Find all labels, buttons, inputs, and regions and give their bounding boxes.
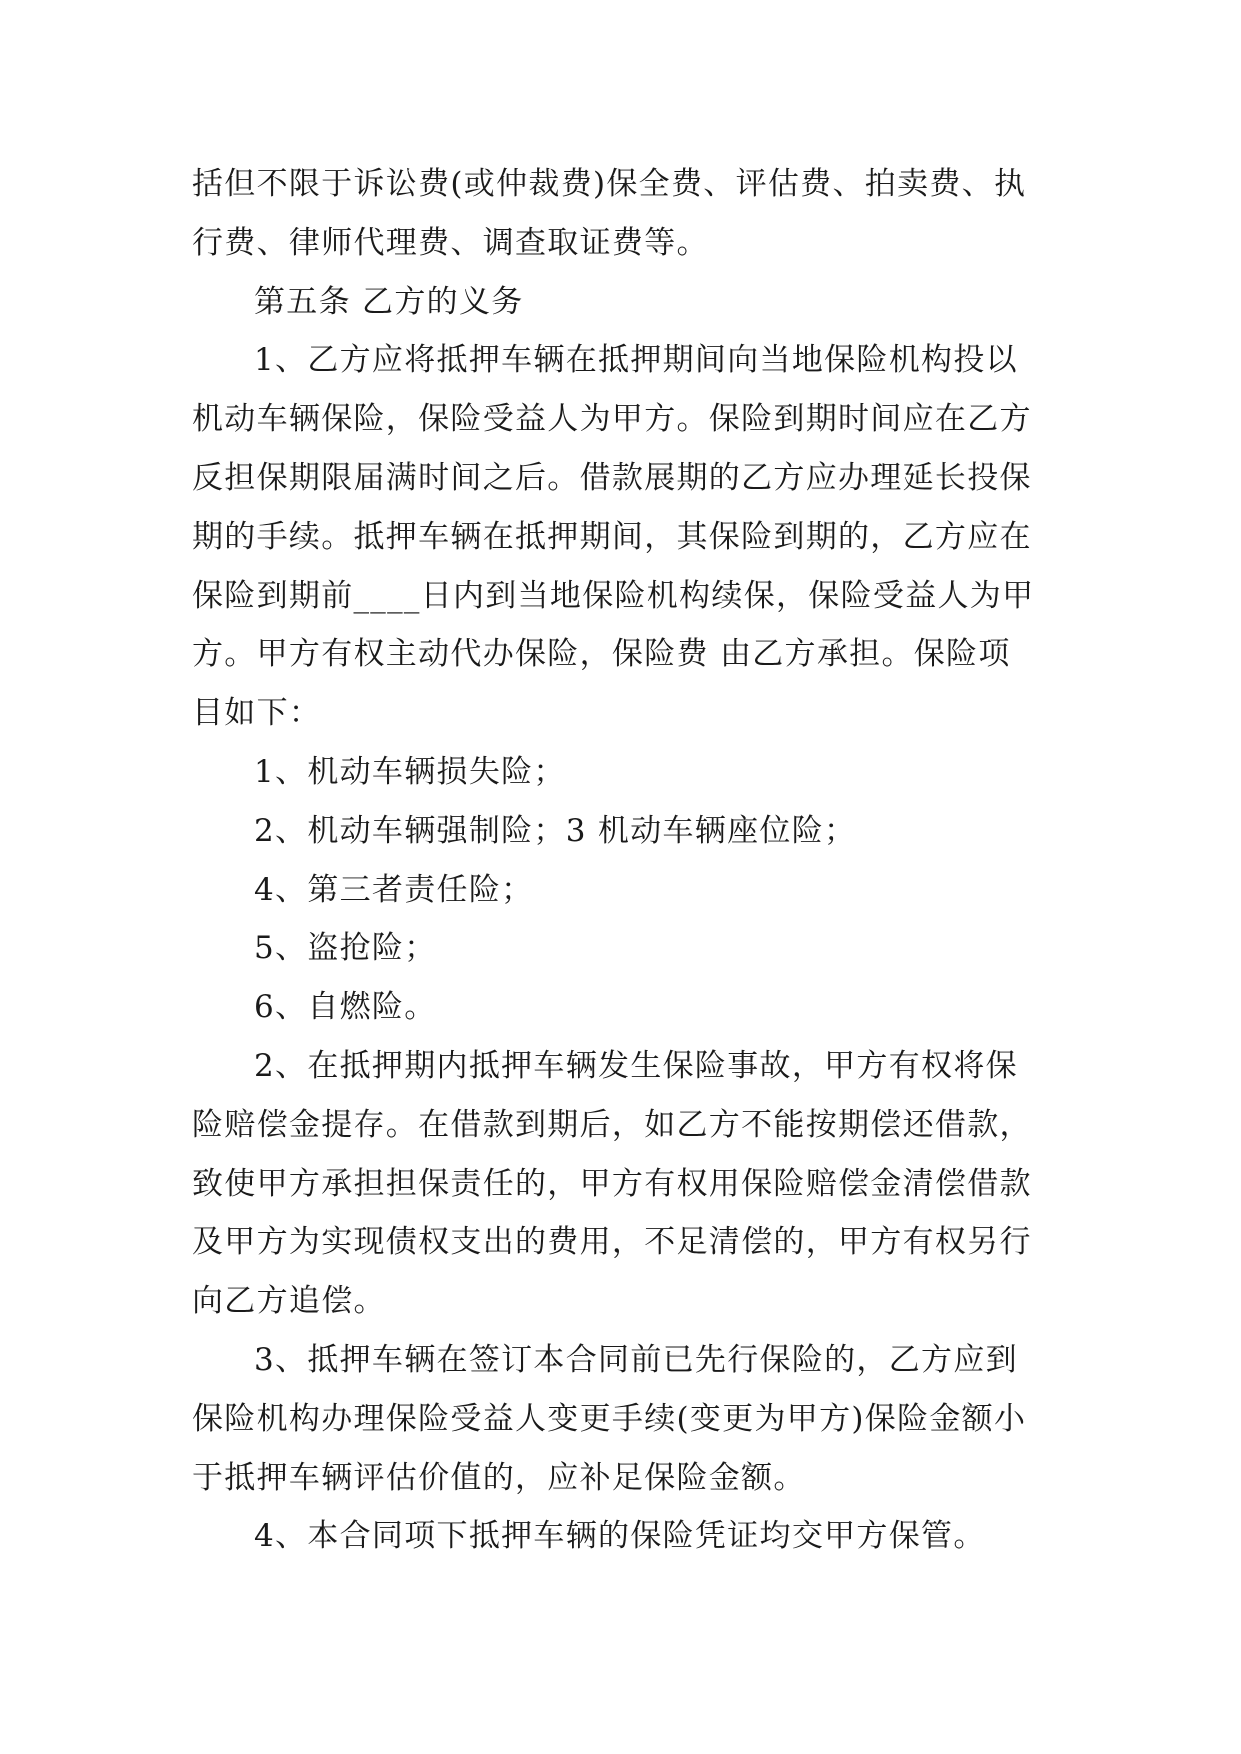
text-line: 第五条 乙方的义务 — [254, 283, 524, 320]
text-line: 于抵押车辆评估价值的，应补足保险金额。 — [192, 1459, 806, 1496]
text-line: 向乙方追偿。 — [192, 1283, 386, 1320]
text-line: 致使甲方承担担保责任的，甲方有权用保险赔偿金清偿借款 — [192, 1165, 1032, 1202]
text-line: 目如下： — [192, 695, 322, 732]
text-line: 及甲方为实现债权支出的费用，不足清偿的，甲方有权另行 — [192, 1224, 1032, 1261]
text-line: 保险机构办理保险受益人变更手续(变更为甲方)保险金额小 — [192, 1400, 1027, 1437]
text-line: 2、在抵押期内抵押车辆发生保险事故，甲方有权将保 — [254, 1047, 1018, 1084]
text-line: 4、本合同项下抵押车辆的保险凭证均交甲方保管。 — [254, 1518, 986, 1555]
text-line: 1、机动车辆损失险； — [254, 753, 566, 790]
document-body — [192, 155, 1077, 1566]
text-line: 行费、律师代理费、调查取证费等。 — [192, 224, 709, 261]
text-line: 方。甲方有权主动代办保险，保险费 由乙方承担。保险项 — [192, 636, 1011, 673]
text-line: 保险到期前____日内到当地保险机构续保，保险受益人为甲 — [192, 577, 1035, 614]
text-line: 2、机动车辆强制险；3 机动车辆座位险； — [254, 812, 857, 849]
text-line: 险赔偿金提存。在借款到期后，如乙方不能按期偿还借款， — [192, 1106, 1032, 1143]
text-line: 5、盗抢险； — [254, 930, 437, 967]
text-line: 6、自燃险。 — [254, 989, 437, 1026]
text-line: 机动车辆保险，保险受益人为甲方。保险到期时间应在乙方 — [192, 401, 1032, 438]
text-line: 括但不限于诉讼费(或仲裁费)保全费、评估费、拍卖费、执 — [192, 166, 1027, 202]
text-line: 4、第三者责任险； — [254, 871, 534, 908]
text-line: 反担保期限届满时间之后。借款展期的乙方应办理延长投保 — [192, 459, 1032, 496]
text-line: 3、抵押车辆在签订本合同前已先行保险的，乙方应到 — [254, 1341, 1018, 1378]
text-line: 1、乙方应将抵押车辆在抵押期间向当地保险机构投以 — [254, 342, 1018, 379]
text-line: 期的手续。抵押车辆在抵押期间，其保险到期的，乙方应在 — [192, 518, 1032, 555]
